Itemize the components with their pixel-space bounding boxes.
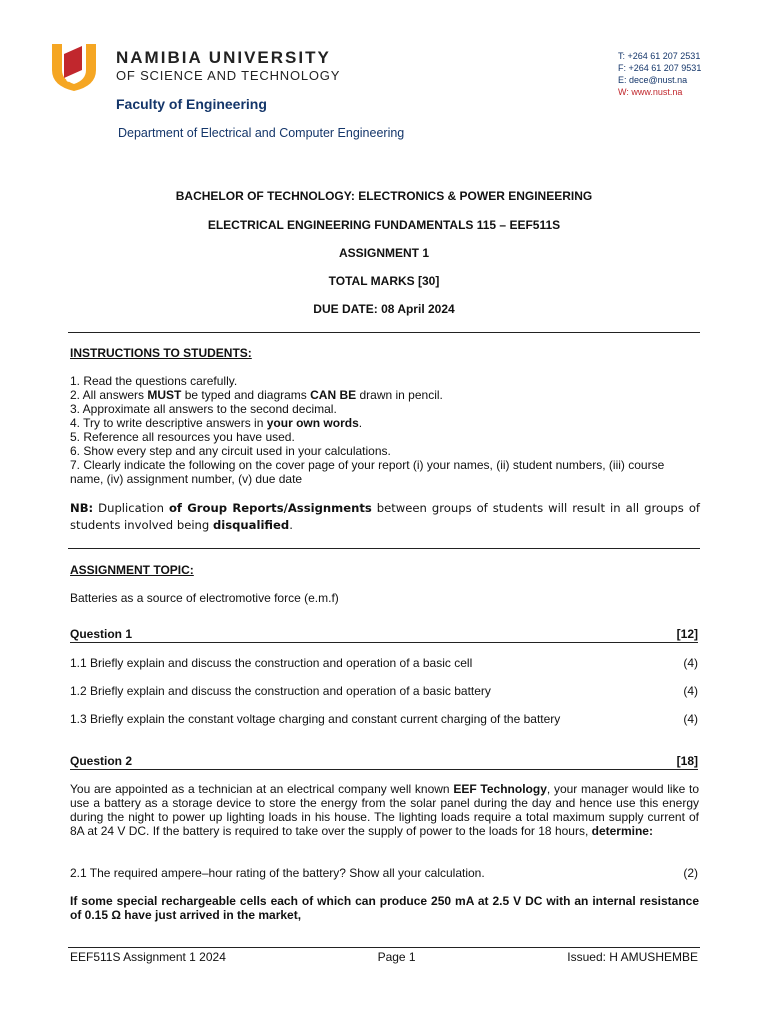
contact-block — [618, 50, 701, 98]
footer-left: EEF511S Assignment 1 2024 — [70, 950, 226, 964]
footer-page: Page 1 — [377, 950, 416, 964]
instruction-3: 3. Approximate all answers to the second decimal. — [70, 402, 337, 416]
course-title: ELECTRICAL ENGINEERING FUNDAMENTALS 115 – EEF511S — [207, 218, 561, 232]
due-date — [0, 302, 768, 316]
question-2-1: 2.1 The required ampere–hour rating of the battery? Show all your calculation. (2) — [70, 866, 698, 880]
university-name: NAMIBIA UNIVERSITY — [116, 48, 331, 67]
assignment-title: ASSIGNMENT 1 — [338, 246, 429, 260]
question-1-header: Question 1 [12] — [70, 627, 698, 641]
page-footer — [70, 950, 698, 964]
topic-heading: ASSIGNMENT TOPIC: — [70, 563, 194, 577]
question-1-3: 1.3 Briefly explain the constant voltage charging and constant current charging of the battery (4) — [70, 712, 698, 726]
instruction-1: 1. Read the questions carefully. — [70, 374, 238, 388]
instruction-4: 4. Try to write descriptive answers in your own words. — [70, 416, 363, 430]
program-title: BACHELOR OF TECHNOLOGY: ELECTRONICS & POWER ENGINEERING — [175, 189, 593, 203]
instructions-heading: INSTRUCTIONS TO STUDENTS: — [70, 346, 252, 360]
question-2-header: Question 2 [18] — [70, 754, 698, 768]
instruction-5: 5. Reference all resources you have used. — [70, 430, 295, 444]
faculty-name: Faculty of Engineering — [116, 96, 267, 112]
divider — [68, 332, 700, 333]
instruction-2: 2. All answers MUST be typed and diagrams CAN BE drawn in pencil. — [70, 388, 443, 402]
question-2-intro: You are appointed as a technician at an electrical company well known EEF Technology, your manager would like to use a battery as a storage device to store the energy from the solar panel during the day and hence use this energy during the night to power up lighting loads in his house. The lighting loads require a total maximum supply current of 8A at 24 V DC. If the battery is required to take over the supply of power to the loads for 18 hours, determine: — [70, 782, 699, 838]
contact-tel: T: +264 61 207 2531 — [618, 51, 701, 61]
contact-email: E: dece@nust.na — [618, 75, 688, 85]
due-date-label: DUE DATE: — [313, 302, 382, 316]
footer-right: Issued: H AMUSHEMBE — [567, 950, 698, 964]
nb-note: NB: Duplication of Group Reports/Assignments between groups of students will result in all groups of students involved being disqualified. — [70, 501, 700, 532]
nust-logo — [48, 40, 100, 92]
instructions-list — [70, 374, 700, 486]
contact-fax: F: +264 61 207 9531 — [618, 63, 702, 73]
topic-text: Batteries as a source of electromotive force (e.m.f) — [70, 591, 339, 605]
question-1-1: 1.1 Briefly explain and discuss the construction and operation of a basic cell (4) — [70, 656, 698, 670]
due-date-value: 08 April 2024 — [381, 302, 455, 316]
total-marks: TOTAL MARKS [30] — [328, 274, 440, 288]
question-1-2: 1.2 Briefly explain and discuss the construction and operation of a basic battery (4) — [70, 684, 698, 698]
university-subtitle: OF SCIENCE AND TECHNOLOGY — [116, 68, 341, 83]
footer-divider — [68, 947, 700, 948]
question-2-cells-paragraph: If some special rechargeable cells each of which can produce 250 mA at 2.5 V DC with an internal resistance of 0.15 Ω have just arrived in the market, — [70, 894, 699, 922]
instruction-6: 6. Show every step and any circuit used in your calculations. — [70, 444, 391, 458]
contact-web: W: www.nust.na — [618, 87, 683, 97]
instruction-7: 7. Clearly indicate the following on the cover page of your report (i) your names, (ii) student numbers, (iii) course name, (iv) assignment number, (v) due date — [70, 458, 665, 486]
department-name: Department of Electrical and Computer Engineering — [118, 126, 405, 140]
divider — [68, 548, 700, 549]
